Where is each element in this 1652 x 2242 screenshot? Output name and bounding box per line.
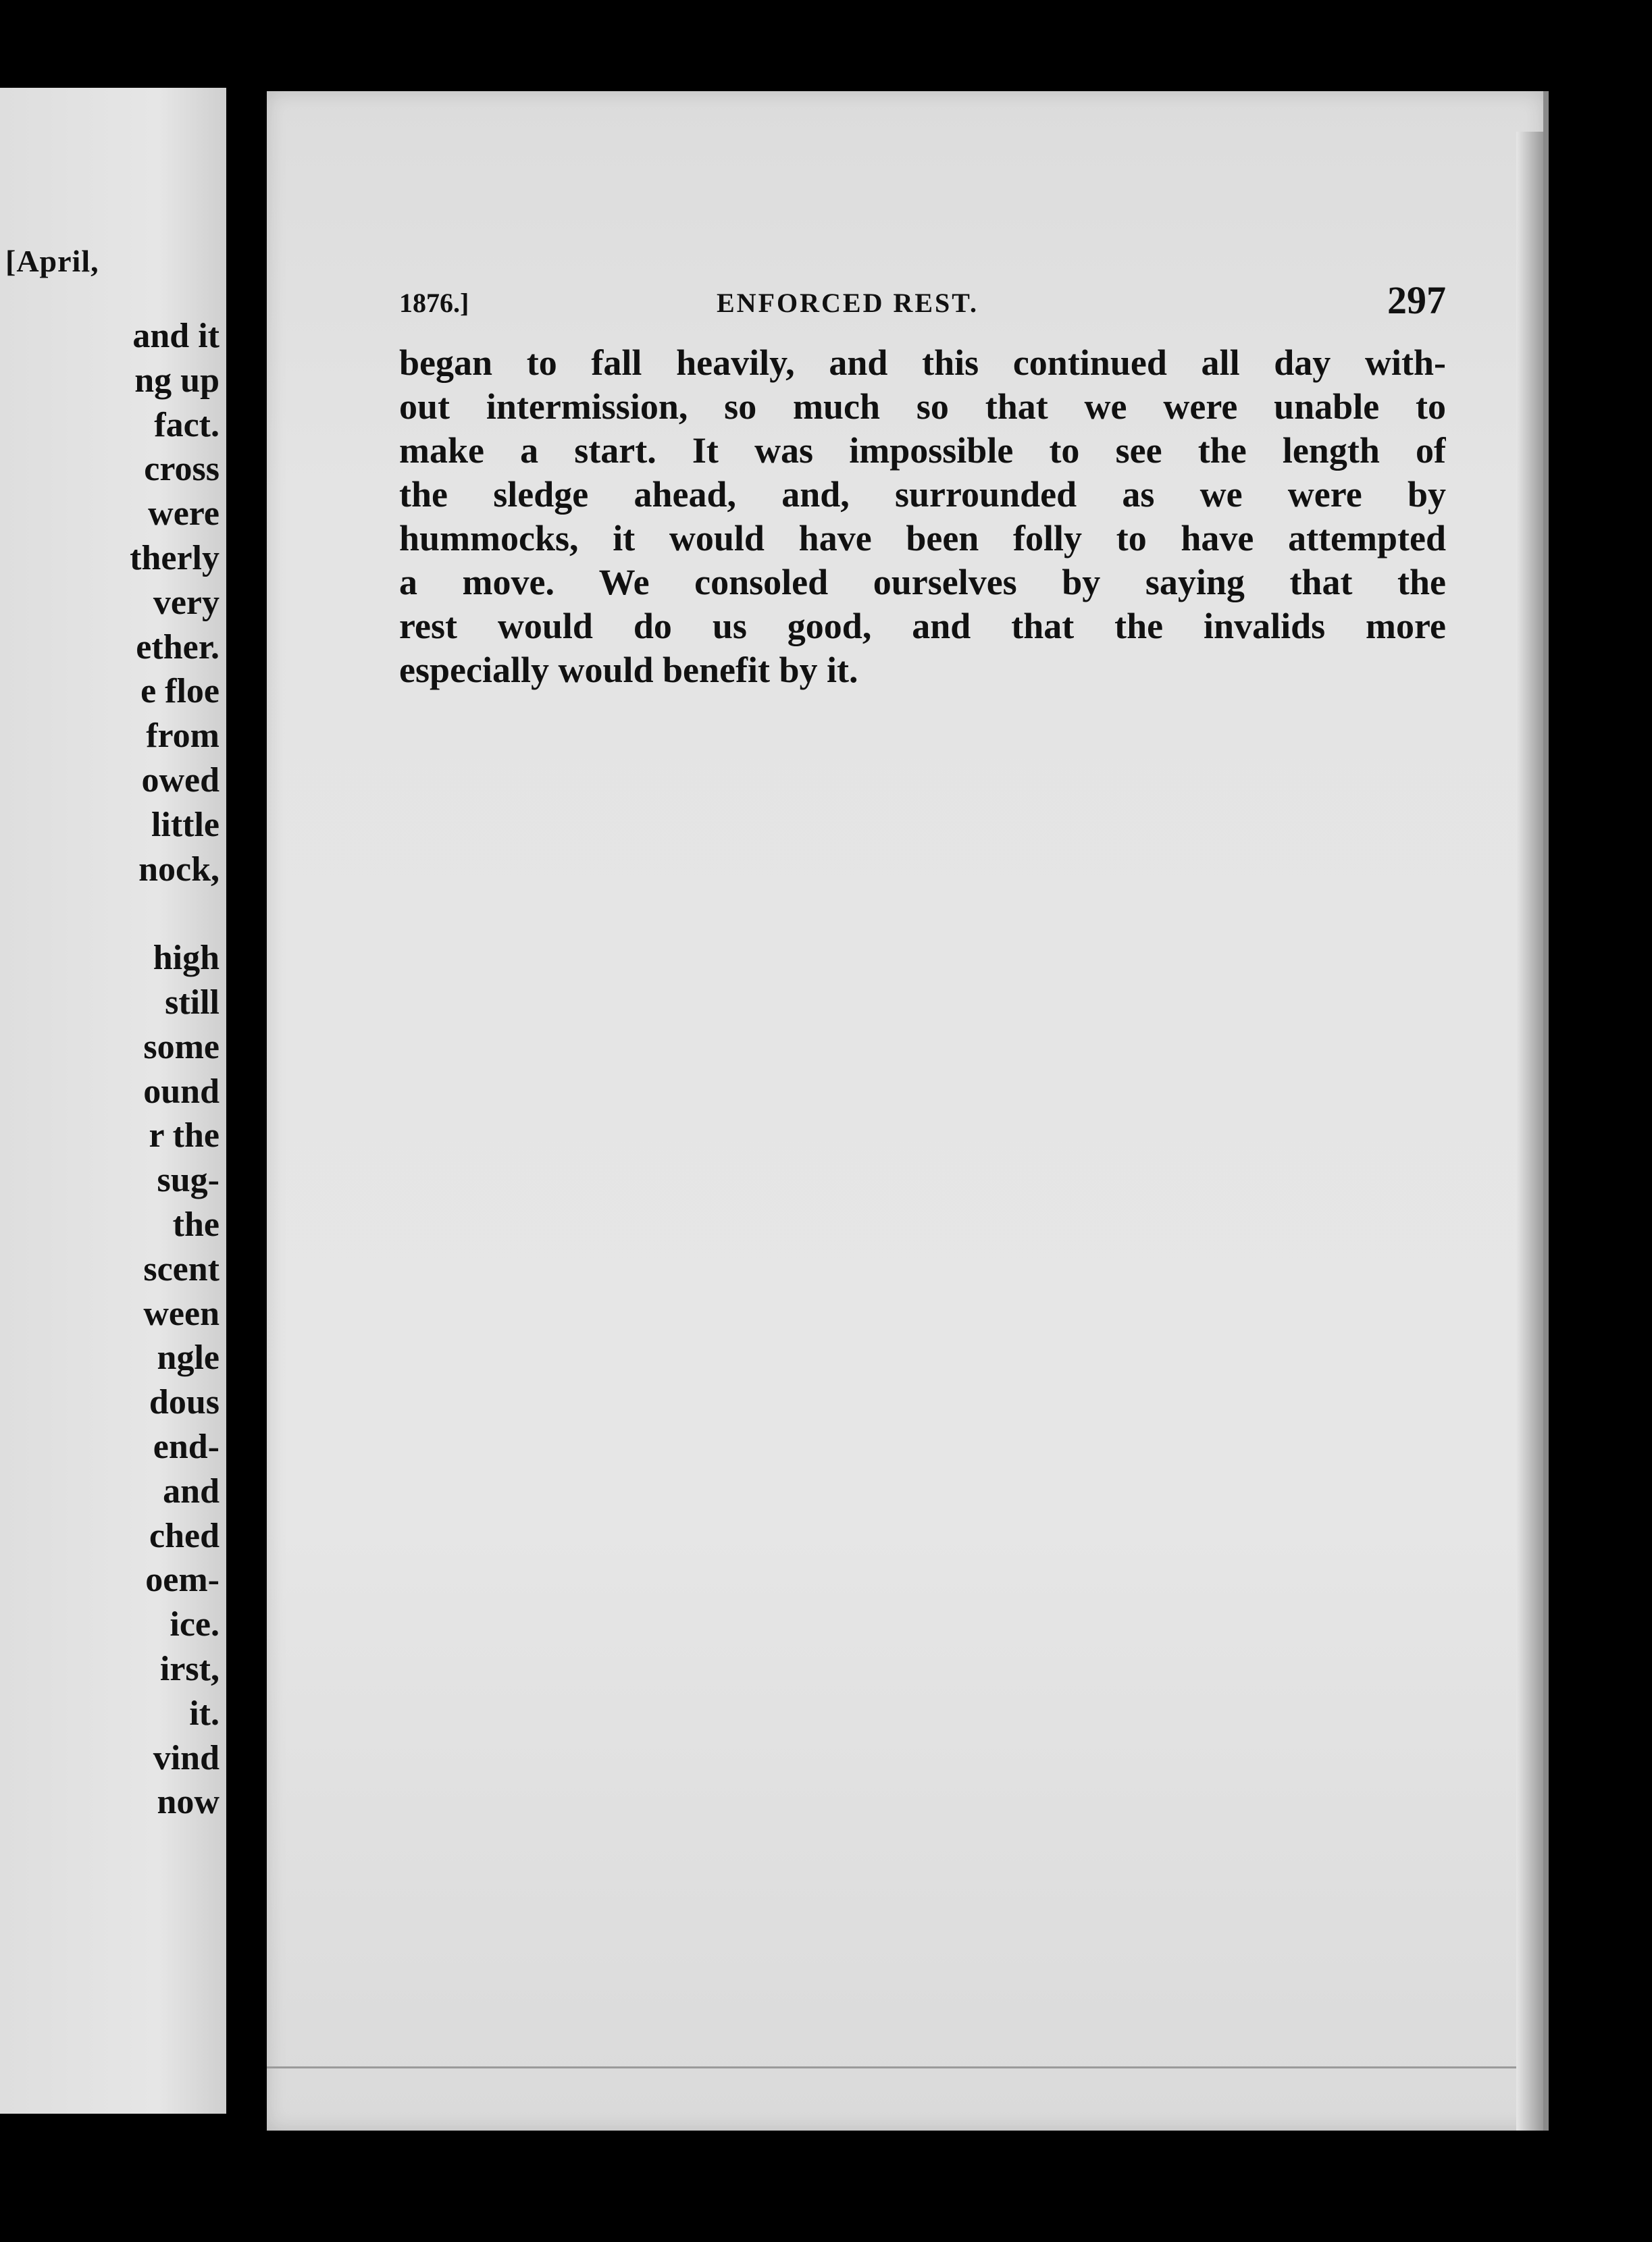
left-page-text-fragments xyxy=(0,314,220,1825)
body-text-line: a move. We consoled ourselves by saying that the xyxy=(399,562,1446,602)
left-page-line: very xyxy=(153,583,220,622)
left-page-line: ound xyxy=(143,1072,220,1111)
left-page-line: from xyxy=(146,716,220,756)
running-head-year: 1876.] xyxy=(399,288,469,318)
body-text-line: rest would do us good, and that the invalids more xyxy=(399,606,1446,646)
right-page xyxy=(267,91,1549,2131)
left-page-line: irst, xyxy=(159,1649,220,1688)
left-page-line: oem- xyxy=(145,1561,220,1600)
left-page-line: scent xyxy=(143,1249,220,1288)
left-page-line: now xyxy=(157,1783,220,1822)
page-body-text xyxy=(399,341,1446,692)
body-text-line: began to fall heavily, and this continued all day with- xyxy=(399,342,1446,383)
left-page-line: r the xyxy=(149,1116,220,1155)
left-page-line: dous xyxy=(149,1383,220,1422)
body-text-line: the sledge ahead, and, surrounded as we were by xyxy=(399,474,1446,515)
left-page-line: fact. xyxy=(154,405,220,444)
left-page-line: end- xyxy=(153,1427,220,1466)
left-page-line: still xyxy=(165,983,220,1022)
left-page-line xyxy=(0,891,220,936)
left-page-line: high xyxy=(153,939,220,978)
left-page-line: the xyxy=(172,1205,220,1244)
running-head xyxy=(399,278,1446,325)
left-page-line: nock, xyxy=(138,850,220,889)
page-bottom-edge xyxy=(267,2066,1530,2068)
left-page-line: ngle xyxy=(157,1338,220,1378)
body-text-line: out intermission, so much so that we were unable to xyxy=(399,386,1446,427)
book-gutter xyxy=(226,0,267,2242)
left-page-line: some xyxy=(143,1027,220,1066)
body-text-line: make a start. It was impossible to see the length of xyxy=(399,430,1446,471)
left-page-line: vind xyxy=(153,1738,220,1777)
left-page-line: little xyxy=(151,805,220,844)
left-page-line: ween xyxy=(143,1294,220,1333)
left-facing-page xyxy=(0,88,226,2114)
page-right-edge-shadow xyxy=(1549,0,1652,2242)
body-text-line: hummocks, it would have been folly to have attempted xyxy=(399,518,1446,558)
left-page-line: cross xyxy=(144,450,220,489)
left-page-line: e floe xyxy=(140,672,220,711)
left-page-line: ched xyxy=(149,1516,220,1555)
left-page-line: ng up xyxy=(134,361,220,400)
running-head-title: ENFORCED REST. xyxy=(717,288,979,318)
left-page-line: and it xyxy=(132,317,220,355)
left-page-line: ice. xyxy=(170,1605,220,1644)
left-page-line: and xyxy=(163,1471,220,1511)
left-page-line: it. xyxy=(189,1694,220,1733)
left-page-running-head: [April, xyxy=(5,244,99,278)
left-page-line: were xyxy=(148,494,220,533)
left-page-line: therly xyxy=(130,538,220,577)
left-page-line: sug- xyxy=(157,1161,220,1200)
left-page-line: owed xyxy=(141,760,220,800)
page-number: 297 xyxy=(1387,278,1446,322)
left-page-line: ether. xyxy=(136,627,220,667)
body-text-line: especially would benefit by it. xyxy=(399,650,858,690)
